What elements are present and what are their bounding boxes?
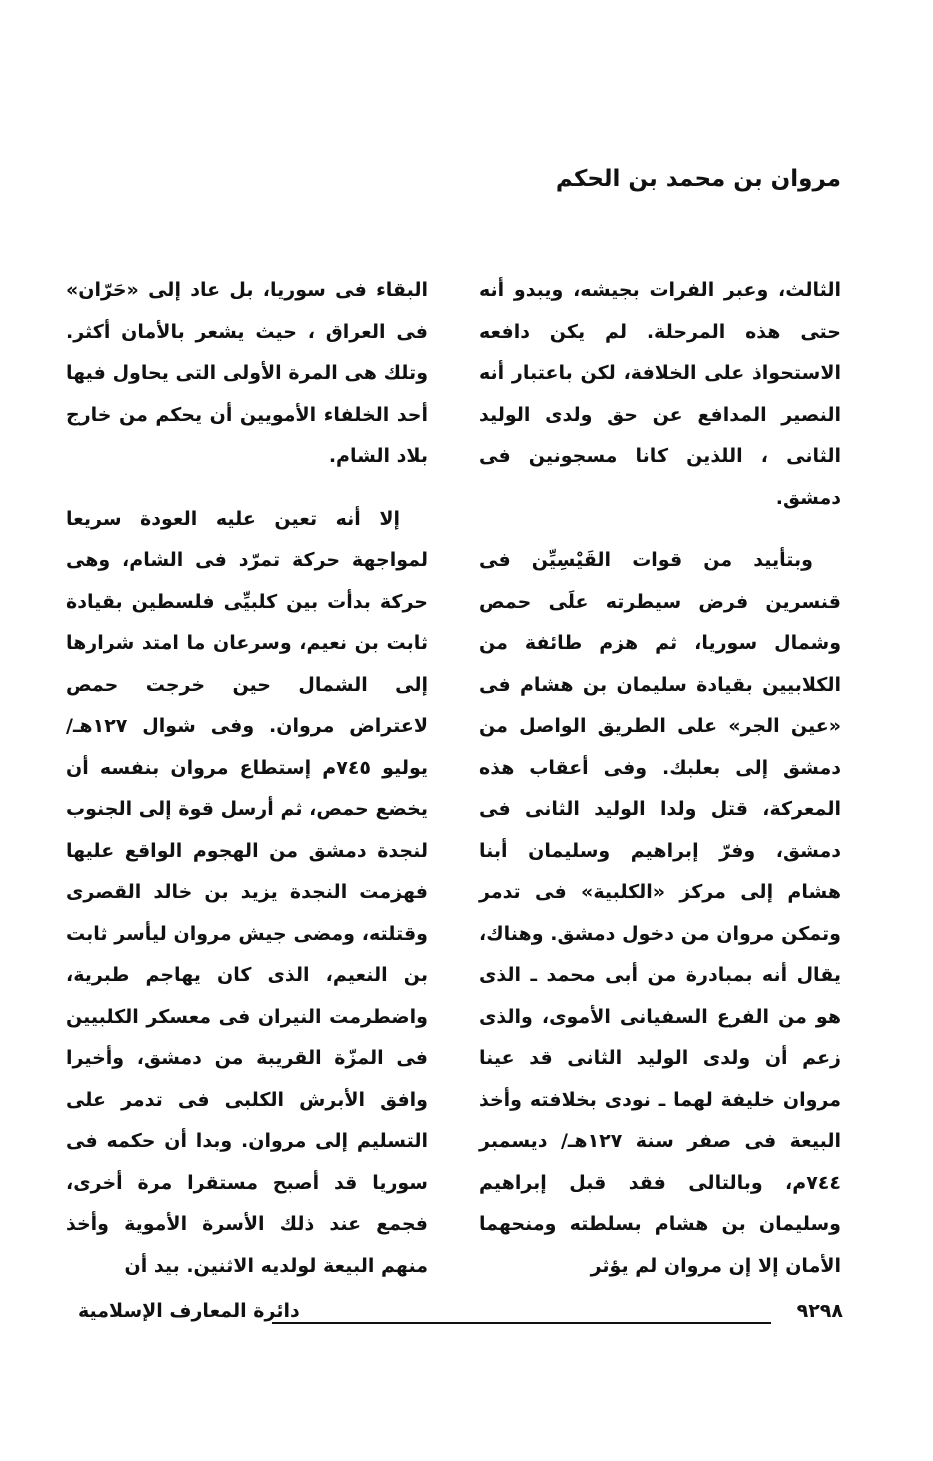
footer-rule: [272, 1322, 771, 1324]
journal-title: دائرة المعارف الإسلامية: [78, 1300, 300, 1322]
page-footer: [78, 1300, 843, 1336]
paragraph-4: إلا أنه تعين عليه العودة سريعا لمواجهة حركة تمرّد فى الشام، وهى حركة بدأت بين كلبيِّى فلسطين بقيادة ثابت بن نعيم، وسرعان ما امتد شرارها إلى الشمال حين خرجت حمص لاعتراض مروان. وفى شوال ١٢٧هـ/ يوليو ٧٤٥م إستطاع مروان بنفسه أن يخضع حمص، ثم أرسل قوة إلى الجنوب لنجدة دمشق من الهجوم الواقع عليها فهزمت النجدة يزيد بن خالد القصرى وقتلته، ومضى جيش مروان ليأسر ثابت بن النعيم، الذى كان يهاجم طبرية، واضطرمت النيران فى معسكر الكلبيين فى المزّة القريبة من دمشق، وأخيرا وافق الأبرش الكلبى فى تدمر على التسليم إلى مروان. وبدا أن حكمه فى سوريا قد أصبح مستقرا مرة أخرى، فجمع عند ذلك الأسرة الأموية وأخذ منهم البيعة لولديه الاثنين. بيد أن: [66, 507, 428, 1277]
text-column-right: [479, 270, 841, 1287]
paragraph-3: البقاء فى سوريا، بل عاد إلى «حَرّان» فى العراق ، حيث يشعر بالأمان أكثر. وتلك هى المرة الأولى التى يحاول فيها أحد الخلفاء الأمويين أن يحكم من خارج بلاد الشام.: [66, 279, 428, 467]
text-column-left: [66, 270, 428, 1287]
page-header-title: مروان بن محمد بن الحكم: [555, 166, 841, 192]
page-number: ٩٢٩٨: [796, 1300, 843, 1322]
paragraph-1: الثالث، وعبر الفرات بجيشه، ويبدو أنه حتى هذه المرحلة. لم يكن دافعه الاستحواذ على الخلافة، لكن باعتبار أنه النصير المدافع عن حق ولدى الوليد الثانى ، اللذين كانا مسجونين فى دمشق.: [479, 279, 841, 509]
paragraph-2: وبتأييد من قوات القَيْسِيِّن فى قنسرين فرض سيطرته علَى حمص وشمال سوريا، ثم هزم طائفة من الكلابيين بقيادة سليمان بن هشام فى «عين الجر» على الطريق الواصل من دمشق إلى بعلبك. وفى أعقاب هذه المعركة، قتل ولدا الوليد الثانى فى دمشق، وفرّ إبراهيم وسليمان أبنا هشام إلى مركز «الكلبية» فى تدمر وتمكن مروان من دخول دمشق. وهناك، يقال أنه بمبادرة من أبى محمد ـ الذى هو من الفرع السفيانى الأموى، والذى زعم أن ولدى الوليد الثانى قد عينا مروان خليفة لهما ـ نودى بخلافته وأخذ البيعة فى صفر سنة ١٢٧هـ/ ديسمبر ٧٤٤م، وبالتالى فقد قبل إبراهيم وسليمان بن هشام بسلطته ومنحهما الأمان إلا إن مروان لم يؤثر: [479, 549, 841, 1277]
